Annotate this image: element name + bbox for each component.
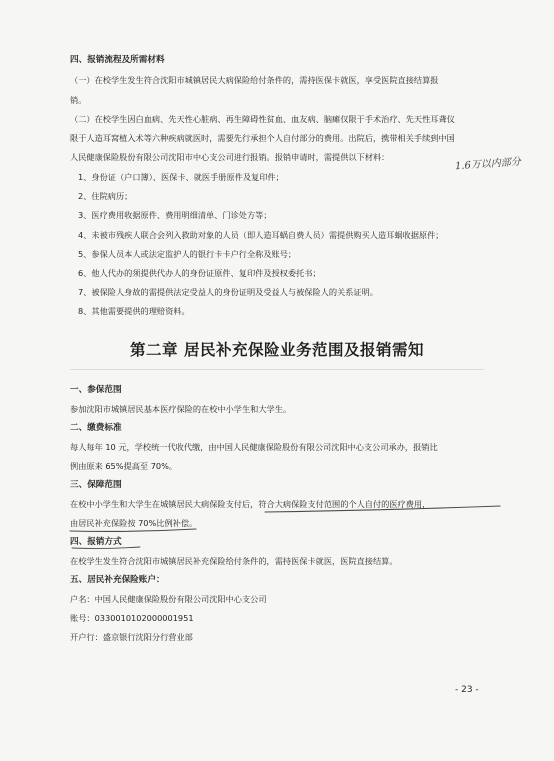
paragraph-line: 销。 xyxy=(70,95,87,105)
paragraph-line: （一）在校学生发生符合沈阳市城镇居民大病保险给付条件的，需持医保卡就医，享受医院直接结算报 xyxy=(70,75,439,85)
paragraph-line: 人民健康保险股份有限公司沈阳市中心支公司进行报销。报销申请时，需提供以下材料： xyxy=(70,152,390,162)
list-item: 8、其他需要提供的理赔资料。 xyxy=(78,306,190,316)
list-item: 3、医疗费用收据原件、费用明细清单、门诊处方等； xyxy=(78,210,272,220)
section-heading-enrollment: 一、参保范围 xyxy=(70,385,122,395)
section-heading-coverage: 三、保障范围 xyxy=(70,480,122,490)
account-number: 账号：0330010102000001951 xyxy=(70,613,194,623)
list-item: 5、参保人员本人或法定监护人的银行卡卡户行全称及账号； xyxy=(78,249,297,259)
list-item: 7、被保险人身故的需提供法定受益人的身份证明及受益人与被保险人的关系证明。 xyxy=(78,287,378,297)
paragraph-line: 由居民补充保险按 70%比例补偿。 xyxy=(70,518,198,528)
list-item: 1、身份证（户口簿）、医保卡、就医手册原件及复印件； xyxy=(78,172,284,182)
section-heading-reimbursement: 四、报销流程及所需材料 xyxy=(70,55,165,65)
list-item: 2、住院病历； xyxy=(78,191,133,201)
paragraph-line: 限于人造耳窝植入术等六种疾病就医时，需要先行承担个人自付部分的费用。出院后，携带相关手续到中国 xyxy=(70,133,455,143)
paragraph-line: 参加沈阳市城镇居民基本医疗保险的在校中小学生和大学生。 xyxy=(70,404,292,414)
list-item: 4、未被市残疾人联合会列入救助对象的人员（即人造耳蜗自费人员）需提供购买人造耳蜗收据原件； xyxy=(78,230,444,240)
chapter-title: 第二章 居民补充保险业务范围及报销需知 xyxy=(130,340,424,359)
account-name: 户名：中国人民健康保险股份有限公司沈阳中心支公司 xyxy=(70,594,267,604)
paragraph-line: （二）在校学生因白血病、先天性心脏病、再生障碍性贫血、血友病、脑瘫仅限于手术治疗、先天性耳聋仪 xyxy=(70,114,455,124)
section-heading-payment: 二、缴费标准 xyxy=(70,423,122,433)
paragraph-line: 在校中小学生和大学生在城镇居民大病保险支付后，符合大病保险支付范围的个人自付的医疗费用， xyxy=(70,499,431,509)
list-item: 6、他人代办的须提供代办人的身份证原件、复印件及授权委托书； xyxy=(78,268,321,278)
account-bank: 开户行：盛京银行沈阳分行营业部 xyxy=(70,632,193,642)
page-number: - 23 - xyxy=(455,685,479,695)
handwritten-note: 1.6万以内部分 xyxy=(454,156,522,173)
paragraph-line: 在校学生发生符合沈阳市城镇居民补充保险给付条件的，需持医保卡就医，医院直接结算。 xyxy=(70,556,398,566)
paragraph-line: 例由原来 65%提高至 70%。 xyxy=(70,461,178,471)
section-heading-account: 五、居民补充保险账户： xyxy=(70,575,165,585)
paragraph-line: 每人每年 10 元，学校统一代收代缴，由中国人民健康保险股份有限公司沈阳中心支公司承办，报销比 xyxy=(70,442,438,452)
section-heading-method: 四、报销方式 xyxy=(70,537,122,547)
